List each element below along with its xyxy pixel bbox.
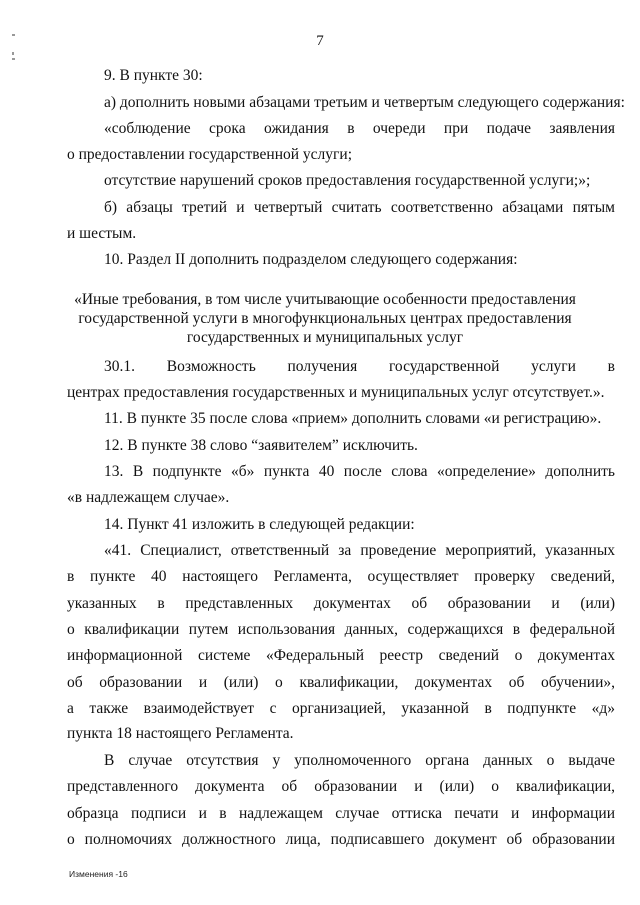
paragraph-41-line: об образовании и (или) о квалификации, документах об обучении», <box>67 674 615 691</box>
paragraph-item-13-cont: «в надлежащем случае». <box>67 489 230 506</box>
paragraph-41-line: а также взаимодействует с организацией, указанной в подпункте «д» <box>67 700 615 717</box>
scan-edge-mark <box>12 52 14 55</box>
paragraph-absence-line: о полномочиях должностного лица, подписавшего документ об образовании <box>67 831 615 848</box>
paragraph-30-1: 30.1. Возможность получения государственной услуги в <box>104 358 615 375</box>
paragraph-30-1-cont: центрах предоставления государственных и муниципальных услуг отсутствует.». <box>67 384 605 401</box>
subsection-heading-line: «Иные требования, в том числе учитывающие особенности предоставления <box>74 291 576 308</box>
scan-edge-mark <box>12 58 15 60</box>
quoted-text-line: «соблюдение срока ожидания в очереди при подаче заявления <box>104 120 615 137</box>
paragraph-item-14: 14. Пункт 41 изложить в следующей редакции: <box>104 516 415 533</box>
quoted-text-line: о предоставлении государственной услуги; <box>67 146 352 163</box>
paragraph-item-10: 10. Раздел II дополнить подразделом следующего содержания: <box>104 251 518 268</box>
paragraph-41-line: информационной системе «Федеральный реестр сведений о документах <box>67 647 615 664</box>
subsection-heading-line: государственных и муниципальных услуг <box>186 329 464 346</box>
paragraph-41-line: пункта 18 настоящего Регламента. <box>67 725 294 742</box>
paragraph-absence-line: образца подписи и в надлежащем случае оттиска печати и информации <box>67 805 615 822</box>
paragraph-41-line: указанных в представленных документах об образовании и (или) <box>67 595 615 612</box>
paragraph-41-line: о квалификации путем использования данных, содержащихся в федеральной <box>67 621 615 638</box>
paragraph-absence-line: В случае отсутствия у уполномоченного органа данных о выдаче <box>104 752 615 769</box>
footer-note: Изменения -16 <box>69 869 128 879</box>
paragraph-item-13: 13. В подпункте «б» пункта 40 после слова «определение» дополнить <box>104 463 615 480</box>
paragraph-item-12: 12. В пункте 38 слово “заявителем” исключить. <box>104 437 418 454</box>
page-number: 7 <box>316 33 324 49</box>
paragraph-subitem-b-cont: и шестым. <box>67 225 137 242</box>
paragraph-41-line: в пункте 40 настоящего Регламента, осуществляет проверку сведений, <box>67 568 615 585</box>
paragraph-item-11: 11. В пункте 35 после слова «прием» дополнить словами «и регистрацию». <box>104 410 602 427</box>
subsection-heading-line: государственной услуги в многофункциональных центрах предоставления <box>78 310 572 327</box>
paragraph-subitem-a: а) дополнить новыми абзацами третьим и четвертым следующего содержания: <box>104 94 625 111</box>
paragraph-item-9-heading: 9. В пункте 30: <box>104 67 203 84</box>
paragraph-absence-line: представленного документа об образовании и (или) о квалификации, <box>67 778 615 795</box>
quoted-text-line: отсутствие нарушений сроков предоставления государственной услуги;»; <box>104 172 591 189</box>
paragraph-41-line: «41. Специалист, ответственный за проведение мероприятий, указанных <box>104 542 615 559</box>
paragraph-subitem-b: б) абзацы третий и четвертый считать соответственно абзацами пятым <box>104 199 615 216</box>
